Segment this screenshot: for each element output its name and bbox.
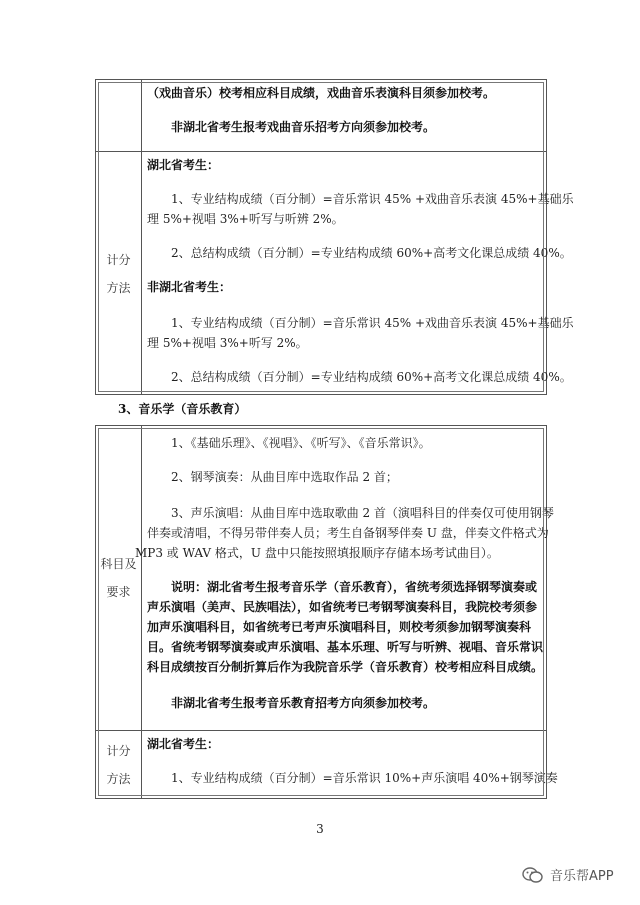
scoring-table-1	[95, 79, 574, 395]
table1-row-requirements	[96, 80, 546, 151]
table2-row-scoring	[96, 730, 558, 799]
exam-item-3b: 伴奏或清唱，不得另带伴奏人员；考生自备钢琴伴奏 U 盘，伴奏文件格式为	[147, 526, 549, 540]
non-hubei-score-line-1b: 理 5%+视唱 3%+听写 2%。	[147, 336, 308, 350]
exam-item-1: 1、《基础乐理》、《视唱》、《听写》、《音乐常识》。	[171, 436, 431, 450]
table1-row1-line1: （戏曲音乐）校考相应科目成绩，戏曲音乐表演科目须参加校考。	[147, 86, 496, 100]
note-line-5: 科目成绩按百分制折算后作为我院音乐学（音乐教育）校考相应科目成绩。	[147, 660, 544, 674]
wechat-icon	[522, 866, 544, 884]
hubei-score-line-1b: 理 5%+视唱 3%+听写与听辨 2%。	[147, 212, 344, 226]
table2-row-requirements	[96, 426, 554, 730]
table1-row1-line2: 非湖北省考生报考戏曲音乐招考方向须参加校考。	[171, 120, 436, 134]
non-hubei-candidates-title: 非湖北省考生：	[147, 280, 232, 294]
non-hubei-score-line-2: 2、总结构成绩（百分制）=专业结构成绩 60%+高考文化课总成绩 40%。	[171, 370, 572, 384]
non-hubei-score-line-1a: 1、专业结构成绩（百分制）=音乐常识 45% +戏曲音乐表演 45%+基础乐	[171, 316, 574, 330]
watermark	[522, 865, 614, 884]
page-number: 3	[316, 822, 324, 836]
table2-scoring-label	[96, 731, 142, 799]
hubei-candidates-title: 湖北省考生：	[147, 158, 220, 172]
table2-requirements-content	[135, 426, 554, 730]
hubei-candidates-title: 湖北省考生：	[147, 737, 220, 751]
table1-row1-label-cell	[96, 80, 142, 151]
hubei-score-line-1a: 1、专业结构成绩（百分制）=音乐常识 45% +戏曲音乐表演 45%+基础乐	[171, 192, 574, 206]
label-line-1: 科目及	[100, 557, 137, 571]
watermark-text: 音乐帮APP	[550, 869, 614, 884]
note-line-1: 说明：湖北省考生报考音乐学（音乐教育），省统考须选择钢琴演奏或	[171, 580, 538, 594]
scoring-table-2	[95, 425, 558, 799]
table1-scoring-label	[96, 152, 142, 395]
table1-row1-content	[141, 80, 546, 151]
note-line-6: 非湖北省考生报考音乐教育招考方向须参加校考。	[171, 696, 436, 710]
note-line-2: 声乐演唱（美声、民族唱法），如省统考已考钢琴演奏科目，我院校考须参	[147, 600, 538, 614]
table1-scoring-content	[141, 152, 574, 395]
hubei-score-line-2: 2、总结构成绩（百分制）=专业结构成绩 60%+高考文化课总成绩 40%。	[171, 246, 572, 260]
section-heading-music-education: 3、音乐学（音乐教育）	[118, 402, 247, 416]
exam-item-3a: 3、声乐演唱：从曲目库中选取歌曲 2 首（演唱科目的伴奏仅可使用钢琴	[171, 506, 554, 520]
note-line-3: 加声乐演唱科目，如省统考已考声乐演唱科目，则校考须参加钢琴演奏科	[147, 620, 532, 634]
label-line-2: 方法	[106, 772, 131, 786]
table1-row-scoring	[96, 151, 574, 395]
table2-scoring-content	[141, 731, 558, 799]
table2-requirements-label	[96, 426, 142, 730]
exam-item-3c: MP3 或 WAV 格式，U 盘中只能按照填报顺序存储本场考试曲目）。	[135, 546, 499, 560]
label-line-2: 方法	[106, 280, 131, 295]
label-line-2: 要求	[106, 585, 131, 599]
exam-item-2: 2、钢琴演奏：从曲目库中选取作品 2 首；	[171, 470, 398, 484]
label-line-1: 计分	[106, 252, 131, 267]
note-line-4: 目。省统考钢琴演奏或声乐演唱、基本乐理、听写与听辨、视唱、音乐常识	[147, 640, 544, 654]
hubei-score-line-1: 1、专业结构成绩（百分制）=音乐常识 10%+声乐演唱 40%+钢琴演奏	[171, 771, 558, 785]
label-line-1: 计分	[106, 744, 131, 758]
